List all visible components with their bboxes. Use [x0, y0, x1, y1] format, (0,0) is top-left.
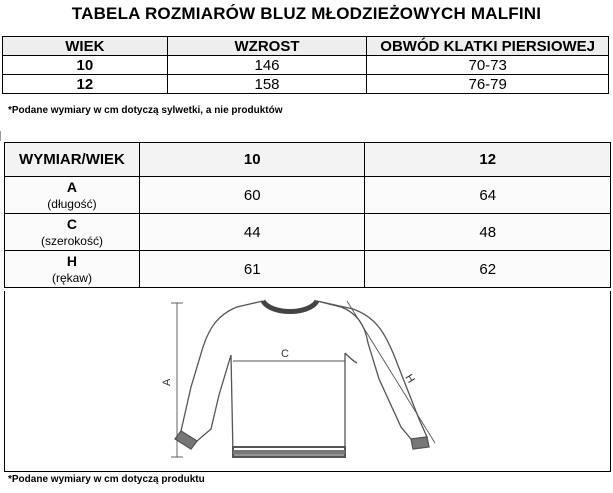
- dimension-code: C: [66, 215, 78, 232]
- header-cell: WYMIAR/WIEK: [5, 143, 140, 177]
- table-row: [3, 56, 609, 75]
- diagram-label-c: C: [281, 348, 289, 360]
- value-cell: 61: [139, 251, 365, 288]
- product-dimensions-table: [4, 142, 611, 288]
- age-cell: 12: [3, 75, 168, 94]
- table-row: [5, 177, 611, 214]
- table-row: [5, 251, 611, 288]
- table-header-row: [3, 37, 609, 56]
- diagram-label-a: A: [161, 378, 173, 386]
- dimension-name: (długość): [47, 196, 97, 211]
- value-cell: 62: [365, 251, 611, 288]
- age-cell: 10: [3, 56, 168, 75]
- diagram-panel: [4, 291, 611, 472]
- dimension-name: (rękaw): [51, 270, 92, 285]
- height-cell: 158: [167, 75, 367, 94]
- value-cell: 60: [139, 177, 365, 214]
- header-cell: OBWÓD KLATKI PIERSIOWEJ: [367, 37, 609, 56]
- header-cell: WIEK: [3, 37, 168, 56]
- header-cell: WZROST: [167, 37, 367, 56]
- table-header-row: [5, 143, 611, 177]
- value-cell: 48: [365, 214, 611, 251]
- dimension-label: [5, 177, 140, 214]
- dimension-code: H: [66, 252, 78, 269]
- chest-cell: 70-73: [367, 56, 609, 75]
- dimension-label: [5, 214, 140, 251]
- table-row: [3, 75, 609, 94]
- dimension-name: (szerokość): [40, 233, 103, 248]
- value-cell: 44: [139, 214, 365, 251]
- table-row: [5, 214, 611, 251]
- sweatshirt-diagram-icon: [5, 291, 610, 471]
- height-cell: 146: [167, 56, 367, 75]
- note-product-measurements: *Podane wymiary w cm dotyczą produktu: [8, 474, 205, 485]
- diagram-label-h: H: [402, 372, 417, 386]
- header-cell: 10: [139, 143, 365, 177]
- chest-cell: 76-79: [367, 75, 609, 94]
- value-cell: 64: [365, 177, 611, 214]
- height-chest-table: [2, 36, 609, 94]
- note-body-measurements: *Podane wymiary w cm dotyczą sylwetki, a nie produktów: [8, 105, 283, 116]
- header-cell: 12: [365, 143, 611, 177]
- dimension-label: [5, 251, 140, 288]
- divider: [0, 131, 3, 141]
- dimension-code: A: [66, 178, 78, 195]
- page-title: TABELA ROZMIARÓW BLUZ MŁODZIEŻOWYCH MALFINI: [71, 4, 542, 23]
